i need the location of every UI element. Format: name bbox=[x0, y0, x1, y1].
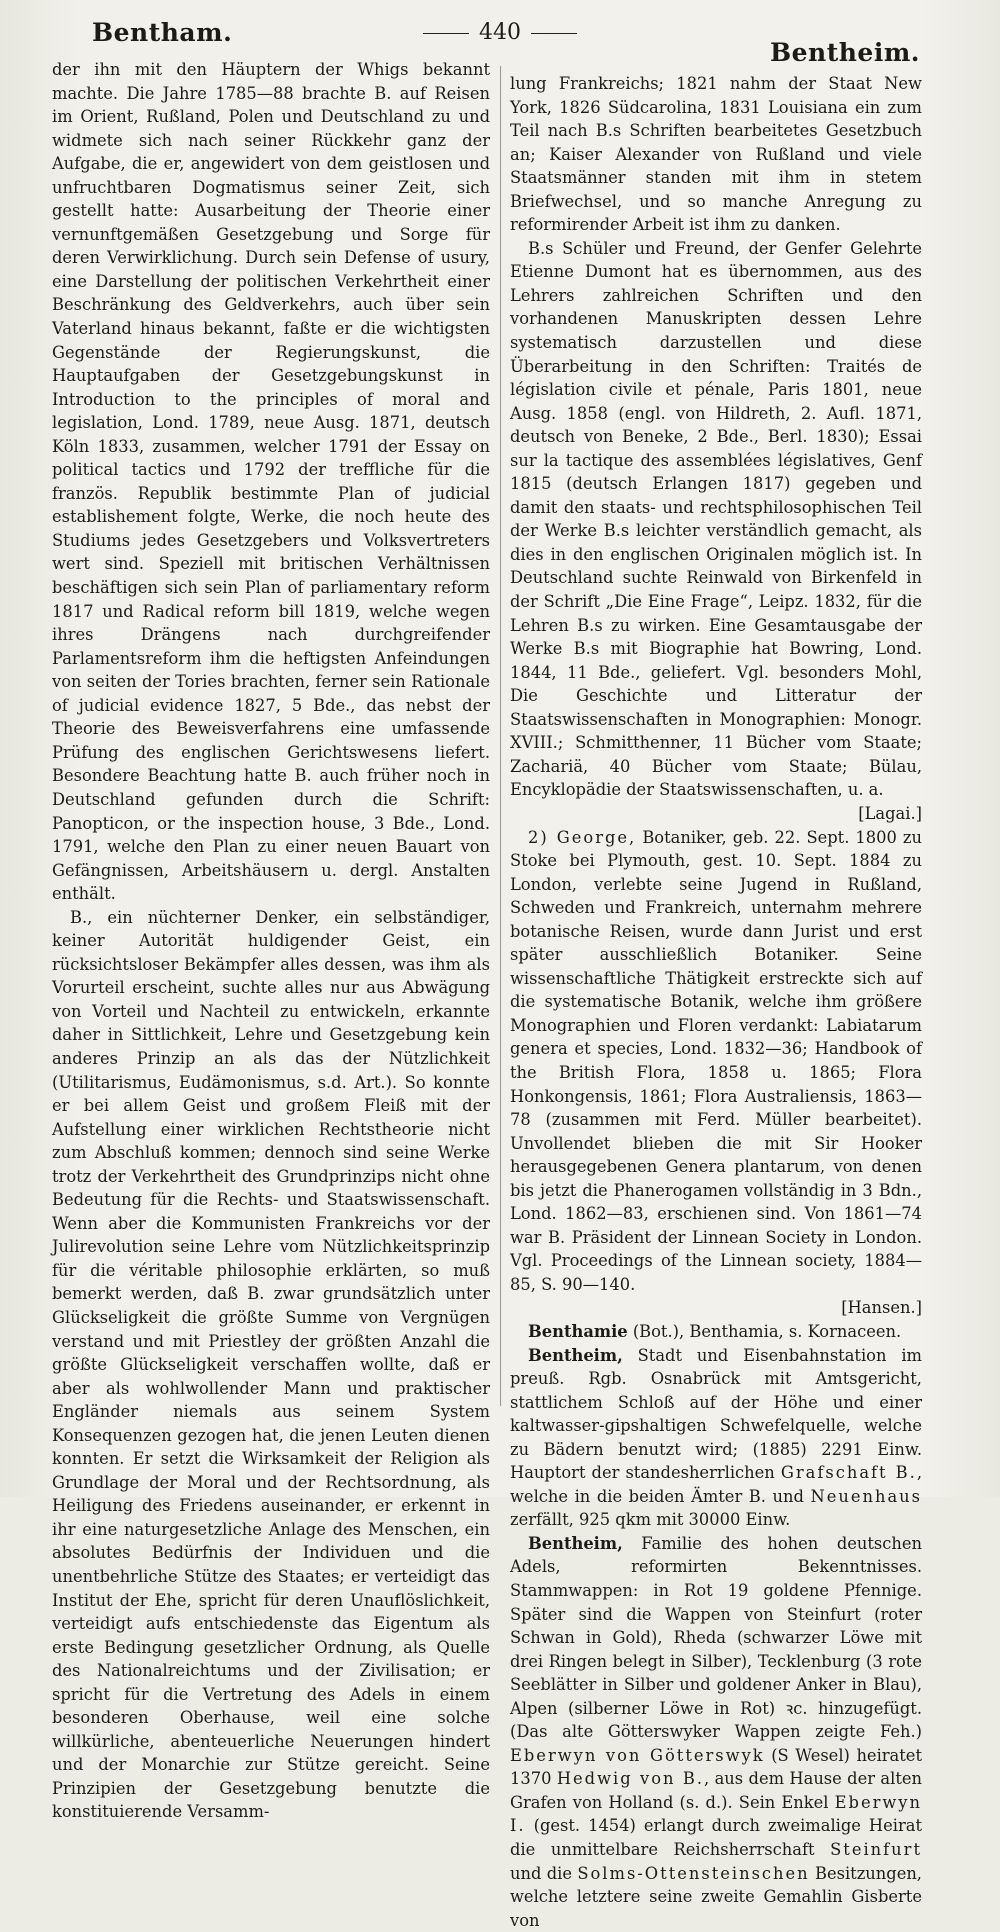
paragraph-dumont-text: B.s Schüler und Freund, der Genfer Gelehrte Etienne Dumont hat es übernommen, aus des Lehrers zahlreichen Schriften und den vorhandenen Manuskripten dessen Lehre systematisch darzustellen und diese Überarbeitung in den Schriften: Traités de législation civile et pénale, Paris 1801, neue Ausg. 1858 (engl. von Hildreth, 2. Aufl. 1871, deutsch von Beneke, 2 Bde., Berl. 1830); Essai sur la tactique des assemblées législatives, Genf 1815 (deutsch Erlangen 1817) gegeben und damit den staats- und rechtsphilosophischen Teil der Werke B.s leichter verständlich gemacht, als dies in den englischen Originalen möglich ist. In Deutschland suchte Reinwald von Birkenfeld in der Schrift „Die Eine Frage“, Leipz. 1832, für die Lehren B.s zu wirken. Eine Gesamtausgabe der Werke B.s mit Biographie hat Bowring, Lond. 1844, 11 Bde., geliefert. Vgl. besonders Mohl, Die Geschichte und Litteratur der Staatswissenschaften in Monographien: Monogr. XVIII.; Schmitthenner, 11 Bücher vom Staate; Zachariä, 40 Bücher vom Staate; Bülau, Encyklopädie der Staatswissenschaften, u. a. bbox=[510, 238, 922, 800]
entry-text-family-b: (S Wesel) heiratet 1370 bbox=[510, 1745, 922, 1789]
spaced-solms-ottenstein: Solms-Ottensteinschen bbox=[577, 1863, 810, 1883]
spaced-eberwyn-gotterswyk: Eberwyn von Götterswyk bbox=[510, 1745, 765, 1765]
entry-text-family-e: und die bbox=[510, 1863, 578, 1883]
author-signature-lagai: [Lagai.] bbox=[858, 803, 922, 823]
paragraph-bentham-influence: lung Frankreichs; 1821 nahm der Staat New York, 1826 Südcarolina, 1831 Louisiana ein zum Teil nach B.s Schriften bearbeitetes Gesetzbuch an; Kaiser Alexander von Rußland und viele Staatsmänner standen mit ihm in stetem Briefwechsel, und so manche Anregung zu reformirender Arbeit ist ihm zu danken. bbox=[510, 74, 922, 235]
right-column bbox=[510, 72, 922, 1930]
entry-text-family-f: Besitzungen, welche letztere seine zweite Gemahlin Gisberte von bbox=[510, 1863, 922, 1930]
entry-term-benthamie: Benthamie bbox=[528, 1321, 628, 1341]
left-column bbox=[52, 58, 490, 1822]
header-dash-left bbox=[423, 33, 469, 34]
running-header bbox=[0, 10, 1000, 67]
page-number: 440 bbox=[479, 20, 521, 45]
paragraph-george-bentham bbox=[510, 826, 922, 1320]
entry-term-bentheim-family: Bentheim, bbox=[528, 1533, 623, 1553]
header-dash-right bbox=[531, 33, 577, 34]
author-signature-hansen: [Hansen.] bbox=[841, 1298, 922, 1318]
entry-text-family-c: , aus dem Hause der alten Grafen von Holland (s. d.). Sein Enkel bbox=[510, 1769, 922, 1812]
entry-text-family-a: Familie des hohen deutschen Adels, reformirten Bekenntnisses. Stammwappen: in Rot 19 goldene Pfennige. Später sind die Wappen von Steinfurt (roter Schwan in Gold), Rheda (schwarzer Löwe mit drei Ringen belegt in Silber), Tecklenburg (3 rote Seeblätter in Silber und goldener Anker in Blau), Alpen (silberner Löwe in Rot) ꝛc. hinzugefügt. (Das alte Götterswyker Wappen zeigte Feh.) bbox=[510, 1533, 922, 1742]
header-left-keyword: Bentham. bbox=[92, 18, 233, 47]
entry-text-bentheim-town-b: , welche in die beiden Ämter B. und bbox=[510, 1463, 922, 1506]
entry-benthamie bbox=[510, 1320, 922, 1344]
paragraph-bentham-works: der ihn mit den Häuptern der Whigs bekannt machte. Die Jahre 1785—88 brachte B. auf Reisen im Orient, Rußland, Polen und Deutschland zu und widmete sich nach seiner Rückkehr ganz der Aufgabe, die er, angewidert von dem geistlosen und unfruchtbaren Dogmatismus seiner Zeit, sich gestellt hatte: Ausarbeitung der Theorie einer vernunftgemäßen Gesetzgebung und Sorge für deren Verwirklichung. Durch sein Defense of usury, eine Darstellung der politischen Verkehrtheit einer Beschränkung des Geldverkehrs, auch über sein Vaterland hinaus bekannt, faßte er die wichtigsten Gegenstände der Regierungskunst, die Hauptaufgaben der Gesetzgebungskunst in Introduction to the principles of moral and legislation, Lond. 1789, neue Ausg. 1871, deutsch Köln 1833, zusammen, welcher 1791 der Essay on political tactics und 1792 der treffliche für die französ. Republik bestimmte Plan of judicial establishement folgte, Werke, die noch heute des Studiums jedes Gesetzgebers und Volksvertreters wert sind. Speziell mit britischen Verhältnissen beschäftigen sich sein Plan of parliamentary reform 1817 und Radical reform bill 1819, welche wegen ihres Drängens nach durchgreifender Parlamentsreform ihm die heftigsten Anfeindungen von seiten der Tories brachten, ferner sein Rationale of judicial evidence 1827, 5 Bde., das nebst der Theorie des Beweisverfahrens eine umfassende Prüfung des englischen Gerichtswesens liefert. Besondere Beachtung hatte B. auch früher noch in Deutschland gefunden durch die Schrift: Panopticon, or the inspection house, 3 Bde., Lond. 1791, welche den Plan zu einer neuen Bauart von Gefängnissen, Arbeitshäusern u. dergl. Anstalten enthält. bbox=[52, 60, 490, 904]
entry-bentheim-family bbox=[510, 1532, 922, 1932]
spaced-steinfurt: Steinfurt bbox=[830, 1840, 922, 1860]
paragraph-dumont bbox=[510, 237, 922, 826]
entry-bentheim-town bbox=[510, 1344, 922, 1532]
entry-term-bentheim-town: Bentheim, bbox=[528, 1345, 623, 1365]
paragraph-bentham-philosophy: B., ein nüchterner Denker, ein selbständiger, keiner Autorität huldigender Geist, ein rücksichtsloser Bekämpfer alles dessen, was ihm als Vorurteil erscheint, suchte alles nur aus Abwägung von Vorteil und Nachteil zu entwickeln, erkannte daher in Sittlichkeit, Lehre und Gesetzgebung kein anderes Prinzip an als das der Nützlichkeit (Utilitarismus, Eudämonismus, s.d. Art.). So konnte er bei allem Geist und großem Fleiß mit der Aufstellung einer wirklichen Rechtstheorie nicht zum Abschluß kommen; dennoch sind seine Werke trotz der Verkehrtheit des Grundprinzips nicht ohne Bedeutung für die Rechts- und Staatswissenschaft. Wenn aber die Kommunisten Frankreichs vor der Julirevolution seine Lehre vom Nützlichkeitsprinzip für die véritable philosophie erklärten, so muß bemerkt werden, daß B. zwar grundsätzlich unter Glückseligkeit die größte Summe von Vergnügen verstand und mit Priestley der größten Anzahl die größte Glückseligkeit verschaffen wollte, daß er aber als wohlwollender Mann und praktischer Engländer niemals aus seinem System Konsequenzen gezogen hat, die jenen Leuten dienen konnten. Er setzt die Wirksamkeit der Religion als Grundlage der Moral und der Rechtsordnung, als Heiligung des Friedens auseinander, er erkennt in ihr eine naturgesetzliche Anlage des Menschen, ein absolutes Bedürfnis der Individuen und die unentbehrliche Stütze des Staates; er verteidigt das Institut der Ehe, spricht für deren Unauflöslichkeit, verteidigt aufs entschiedenste das Eigentum als erste Bedingung gesetzlicher Ordnung, als Quelle des Nationalreichtums und der Zivilisation; er spricht für die Vertretung des Adels in einem besonderen Oberhause, weil eine solche willkürliche, abenteuerliche Neuerungen hindert und der Monarchie zur Stütze gereicht. Seine Prinzipien der Gesetzgebung benutzte die konstituierende Versamm- bbox=[52, 907, 490, 1822]
spaced-neuenhaus: Neuenhaus bbox=[810, 1486, 922, 1506]
header-right-keyword: Bentheim. bbox=[770, 38, 920, 67]
entry-text-family-d: (gest. 1454) erlangt durch zweimalige Heirat die unmittelbare Reichsherrschaft bbox=[510, 1816, 922, 1860]
entry-text-benthamie: (Bot.), Benthamia, s. Kornaceen. bbox=[627, 1321, 902, 1341]
entry-text-george: Botaniker, geb. 22. Sept. 1800 zu Stoke bei Plymouth, gest. 10. Sept. 1884 zu London, verlebte seine Jugend in Rußland, Schweden und Frankreich, unternahm mehrere botanische Reisen, wurde dann Jurist und erst später ausschließlich Botaniker. Seine wissenschaftliche Thätigkeit erstreckte sich auf die systematische Botanik, welche ihm größere Monographien und Floren verdankt: Labiatarum genera et species, Lond. 1832—36; Handbook of the British Flora, 1858 u. 1865; Flora Honkongensis, 1861; Flora Australiensis, 1863—78 (zusammen mit Ferd. Müller bearbeitet). Unvollendet blieben die mit Sir Hooker herausgegebenen Genera plantarum, von denen bis jetzt die Phanerogamen vollständig in 3 Bdn., Lond. 1862—83, erschienen sind. Von 1861—74 war B. Präsident der Linnean Society in London. Vgl. Proceedings of the Linnean society, 1884—85, S. 90—140. bbox=[510, 827, 922, 1294]
column-divider bbox=[500, 66, 501, 1406]
spaced-hedwig: Hedwig von B. bbox=[556, 1769, 705, 1789]
entry-lead-george: 2) George, bbox=[528, 827, 637, 847]
entry-text-bentheim-town-a: Stadt und Eisenbahnstation im preuß. Rgb. Osnabrück mit Amtsgericht, stattlichem Schloß auf der Höhe und einer kaltwasser-gipshaltigen Schwefelquelle, welche zu Bädern benutzt wird; (1885) 2291 Einw. Hauptort der standesherrlichen bbox=[510, 1345, 922, 1483]
spaced-grafschaft: Grafschaft B. bbox=[780, 1463, 917, 1483]
spaced-eberwyn-i: Eberwyn I. bbox=[510, 1792, 922, 1836]
entry-text-bentheim-town-c: zerfällt, 925 qkm mit 30000 Einw. bbox=[510, 1510, 791, 1530]
